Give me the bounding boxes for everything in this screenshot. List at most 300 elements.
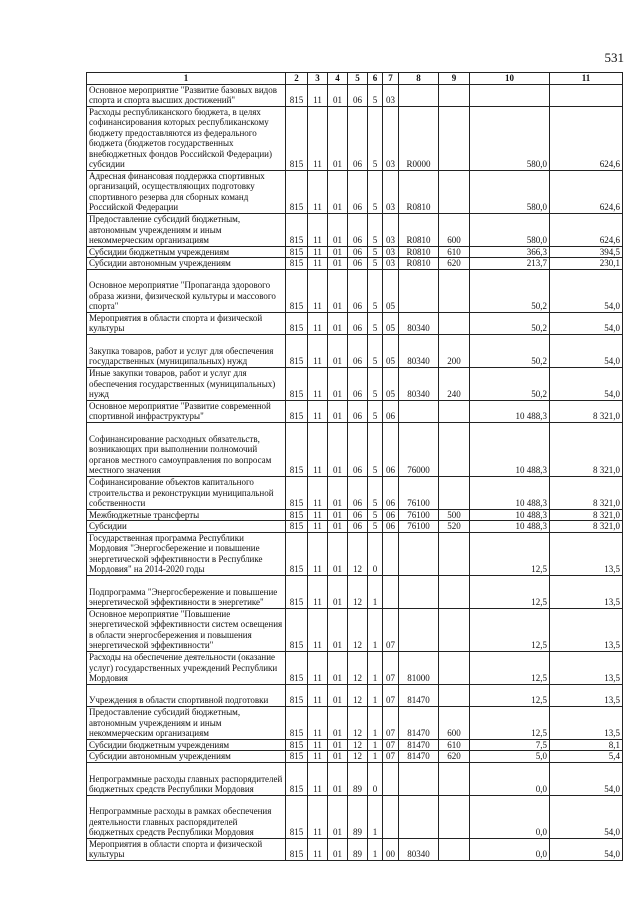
expense-type-cell xyxy=(439,170,470,213)
expense-type-cell xyxy=(439,84,470,106)
subprogram-cell: 5 xyxy=(368,170,383,213)
code-cell: 815 xyxy=(286,838,308,860)
program-cell: 06 xyxy=(348,246,368,258)
table-row xyxy=(87,476,623,509)
event-cell: 05 xyxy=(383,367,399,400)
amount-cell: 50,2 xyxy=(470,367,550,400)
direction-cell: R0810 xyxy=(399,258,439,270)
program-cell: 06 xyxy=(348,367,368,400)
row-name-cell: Субсидии бюджетным учреждениям xyxy=(87,246,286,258)
subsection-cell: 01 xyxy=(328,269,348,312)
subprogram-cell: 1 xyxy=(368,706,383,739)
table-row xyxy=(87,751,623,763)
row-name-cell: Закупка товаров, работ и услуг для обеспечения государственных (муниципальных) нужд xyxy=(87,334,286,367)
expense-type-cell xyxy=(439,838,470,860)
amount-cell: 7,5 xyxy=(470,739,550,751)
section-cell: 11 xyxy=(308,476,328,509)
event-cell xyxy=(383,795,399,838)
table-row xyxy=(87,258,623,270)
code-cell: 815 xyxy=(286,739,308,751)
code-cell: 815 xyxy=(286,400,308,422)
row-name-cell: Мероприятия в области спорта и физической культуры xyxy=(87,838,286,860)
program-cell: 12 xyxy=(348,751,368,763)
table-row xyxy=(87,367,623,400)
subprogram-cell: 5 xyxy=(368,312,383,334)
row-name-cell: Субсидии автономным учреждениям xyxy=(87,258,286,270)
expense-type-cell xyxy=(439,269,470,312)
section-cell: 11 xyxy=(308,762,328,795)
event-cell: 06 xyxy=(383,521,399,533)
event-cell: 07 xyxy=(383,608,399,651)
subprogram-cell: 1 xyxy=(368,684,383,706)
direction-cell xyxy=(399,608,439,651)
amount-cell: 13,5 xyxy=(550,608,623,651)
code-cell: 815 xyxy=(286,246,308,258)
header-cell: 5 xyxy=(348,73,368,85)
amount-cell: 8,1 xyxy=(550,739,623,751)
direction-cell: 76000 xyxy=(399,422,439,476)
event-cell xyxy=(383,762,399,795)
amount-cell: 10 488,3 xyxy=(470,476,550,509)
amount-cell: 8 321,0 xyxy=(550,509,623,521)
subsection-cell: 01 xyxy=(328,521,348,533)
row-name-cell: Основное мероприятие "Повышение энергетической эффективности систем освещения в области энергосбережения и повышения энергетической эффективности" xyxy=(87,608,286,651)
row-name-cell: Субсидии автономным учреждениям xyxy=(87,751,286,763)
header-cell: 4 xyxy=(328,73,348,85)
header-cell: 11 xyxy=(550,73,623,85)
section-cell: 11 xyxy=(308,269,328,312)
subsection-cell: 01 xyxy=(328,367,348,400)
section-cell: 11 xyxy=(308,170,328,213)
amount-cell: 54,0 xyxy=(550,312,623,334)
code-cell: 815 xyxy=(286,651,308,684)
section-cell: 11 xyxy=(308,684,328,706)
program-cell: 12 xyxy=(348,608,368,651)
amount-cell: 0,0 xyxy=(470,762,550,795)
amount-cell xyxy=(470,84,550,106)
program-cell: 06 xyxy=(348,509,368,521)
event-cell: 07 xyxy=(383,739,399,751)
direction-cell: R0000 xyxy=(399,106,439,170)
section-cell: 11 xyxy=(308,608,328,651)
section-cell: 11 xyxy=(308,246,328,258)
expense-type-cell xyxy=(439,608,470,651)
table-row xyxy=(87,246,623,258)
expense-type-cell: 520 xyxy=(439,521,470,533)
event-cell: 03 xyxy=(383,213,399,246)
subsection-cell: 01 xyxy=(328,246,348,258)
event-cell: 03 xyxy=(383,246,399,258)
subprogram-cell: 5 xyxy=(368,509,383,521)
amount-cell: 10 488,3 xyxy=(470,509,550,521)
amount-cell: 230,1 xyxy=(550,258,623,270)
section-cell: 11 xyxy=(308,334,328,367)
amount-cell xyxy=(550,84,623,106)
program-cell: 89 xyxy=(348,795,368,838)
event-cell: 05 xyxy=(383,334,399,367)
amount-cell: 10 488,3 xyxy=(470,422,550,476)
header-cell: 6 xyxy=(368,73,383,85)
program-cell: 06 xyxy=(348,521,368,533)
code-cell: 815 xyxy=(286,422,308,476)
program-cell: 12 xyxy=(348,739,368,751)
amount-cell: 12,5 xyxy=(470,608,550,651)
table-row xyxy=(87,684,623,706)
row-name-cell: Субсидии бюджетным учреждениям xyxy=(87,739,286,751)
direction-cell: 81470 xyxy=(399,739,439,751)
expense-type-cell: 240 xyxy=(439,367,470,400)
subprogram-cell: 5 xyxy=(368,367,383,400)
direction-cell xyxy=(399,269,439,312)
header-cell: 7 xyxy=(383,73,399,85)
subprogram-cell: 5 xyxy=(368,246,383,258)
amount-cell: 12,5 xyxy=(470,575,550,608)
event-cell xyxy=(383,532,399,575)
amount-cell: 580,0 xyxy=(470,170,550,213)
amount-cell: 12,5 xyxy=(470,651,550,684)
table-row xyxy=(87,795,623,838)
subsection-cell: 01 xyxy=(328,838,348,860)
subprogram-cell: 0 xyxy=(368,532,383,575)
row-name-cell: Софинансирование расходных обязательств, возникающих при выполнении полномочий органов местного самоуправления по вопросам местного значения xyxy=(87,422,286,476)
program-cell: 06 xyxy=(348,258,368,270)
subsection-cell: 01 xyxy=(328,684,348,706)
subsection-cell: 01 xyxy=(328,532,348,575)
expense-type-cell: 500 xyxy=(439,509,470,521)
direction-cell: 81470 xyxy=(399,684,439,706)
amount-cell: 10 488,3 xyxy=(470,521,550,533)
direction-cell xyxy=(399,762,439,795)
row-name-cell: Расходы республиканского бюджета, в целях софинансирования которых республиканскому бюджету предоставляются из федерального бюджета (бюджетов государственных внебюджетных фондов Российской Федерации) субсидии xyxy=(87,106,286,170)
program-cell: 06 xyxy=(348,213,368,246)
subsection-cell: 01 xyxy=(328,258,348,270)
event-cell: 06 xyxy=(383,476,399,509)
section-cell: 11 xyxy=(308,751,328,763)
subsection-cell: 01 xyxy=(328,608,348,651)
code-cell: 815 xyxy=(286,521,308,533)
table-row xyxy=(87,521,623,533)
subsection-cell: 01 xyxy=(328,795,348,838)
budget-table xyxy=(86,72,623,861)
code-cell: 815 xyxy=(286,258,308,270)
amount-cell: 624,6 xyxy=(550,106,623,170)
amount-cell: 54,0 xyxy=(550,367,623,400)
section-cell: 11 xyxy=(308,84,328,106)
program-cell: 12 xyxy=(348,684,368,706)
program-cell: 06 xyxy=(348,476,368,509)
program-cell: 12 xyxy=(348,651,368,684)
program-cell: 06 xyxy=(348,106,368,170)
subprogram-cell: 0 xyxy=(368,762,383,795)
direction-cell xyxy=(399,532,439,575)
row-name-cell: Субсидии xyxy=(87,521,286,533)
header-cell: 2 xyxy=(286,73,308,85)
subsection-cell: 01 xyxy=(328,575,348,608)
expense-type-cell: 620 xyxy=(439,258,470,270)
amount-cell: 13,5 xyxy=(550,575,623,608)
subprogram-cell: 5 xyxy=(368,213,383,246)
subsection-cell: 01 xyxy=(328,106,348,170)
row-name-cell: Непрограммные расходы главных распорядителей бюджетных средств Республики Мордовия xyxy=(87,762,286,795)
expense-type-cell xyxy=(439,422,470,476)
event-cell: 07 xyxy=(383,684,399,706)
program-cell: 06 xyxy=(348,84,368,106)
expense-type-cell: 610 xyxy=(439,246,470,258)
amount-cell: 13,5 xyxy=(550,532,623,575)
table-row xyxy=(87,213,623,246)
amount-cell: 366,3 xyxy=(470,246,550,258)
subsection-cell: 01 xyxy=(328,476,348,509)
expense-type-cell xyxy=(439,106,470,170)
row-name-cell: Мероприятия в области спорта и физической культуры xyxy=(87,312,286,334)
amount-cell: 13,5 xyxy=(550,706,623,739)
event-cell: 07 xyxy=(383,706,399,739)
table-row xyxy=(87,106,623,170)
direction-cell: R0810 xyxy=(399,246,439,258)
subprogram-cell: 1 xyxy=(368,795,383,838)
event-cell: 00 xyxy=(383,838,399,860)
row-name-cell: Межбюджетные трансферты xyxy=(87,509,286,521)
header-cell: 1 xyxy=(87,73,286,85)
program-cell: 06 xyxy=(348,400,368,422)
program-cell: 06 xyxy=(348,334,368,367)
amount-cell: 54,0 xyxy=(550,762,623,795)
expense-type-cell: 200 xyxy=(439,334,470,367)
code-cell: 815 xyxy=(286,762,308,795)
event-cell: 03 xyxy=(383,84,399,106)
subsection-cell: 01 xyxy=(328,334,348,367)
amount-cell: 394,5 xyxy=(550,246,623,258)
amount-cell: 5,4 xyxy=(550,751,623,763)
table-row xyxy=(87,509,623,521)
header-cell: 10 xyxy=(470,73,550,85)
code-cell: 815 xyxy=(286,706,308,739)
amount-cell: 213,7 xyxy=(470,258,550,270)
direction-cell: R0810 xyxy=(399,213,439,246)
event-cell: 06 xyxy=(383,509,399,521)
section-cell: 11 xyxy=(308,521,328,533)
program-cell: 06 xyxy=(348,170,368,213)
row-name-cell: Государственная программа Республики Мордовия "Энергосбережение и повышение энергетической эффективности в Республике Мордовия" на 2014-2020 годы xyxy=(87,532,286,575)
direction-cell: 76100 xyxy=(399,521,439,533)
section-cell: 11 xyxy=(308,532,328,575)
section-cell: 11 xyxy=(308,739,328,751)
subprogram-cell: 5 xyxy=(368,422,383,476)
amount-cell: 12,5 xyxy=(470,706,550,739)
amount-cell: 8 321,0 xyxy=(550,476,623,509)
row-name-cell: Адресная финансовая поддержка спортивных организаций, осуществляющих подготовку спортивного резерва для сборных команд Российской Федерации xyxy=(87,170,286,213)
amount-cell: 12,5 xyxy=(470,532,550,575)
table-row xyxy=(87,838,623,860)
direction-cell: 81000 xyxy=(399,651,439,684)
section-cell: 11 xyxy=(308,509,328,521)
code-cell: 815 xyxy=(286,334,308,367)
table-row xyxy=(87,334,623,367)
expense-type-cell xyxy=(439,651,470,684)
subsection-cell: 01 xyxy=(328,651,348,684)
code-cell: 815 xyxy=(286,312,308,334)
event-cell: 03 xyxy=(383,170,399,213)
amount-cell: 13,5 xyxy=(550,684,623,706)
subprogram-cell: 5 xyxy=(368,476,383,509)
program-cell: 12 xyxy=(348,706,368,739)
direction-cell: R0810 xyxy=(399,170,439,213)
row-name-cell: Софинансирование объектов капитального строительства и реконструкции муниципальной собственности xyxy=(87,476,286,509)
subprogram-cell: 5 xyxy=(368,521,383,533)
section-cell: 11 xyxy=(308,838,328,860)
subprogram-cell: 5 xyxy=(368,269,383,312)
subsection-cell: 01 xyxy=(328,739,348,751)
section-cell: 11 xyxy=(308,422,328,476)
program-cell: 06 xyxy=(348,312,368,334)
expense-type-cell xyxy=(439,684,470,706)
subprogram-cell: 1 xyxy=(368,575,383,608)
amount-cell: 54,0 xyxy=(550,269,623,312)
code-cell: 815 xyxy=(286,170,308,213)
subsection-cell: 01 xyxy=(328,312,348,334)
code-cell: 815 xyxy=(286,684,308,706)
amount-cell: 54,0 xyxy=(550,334,623,367)
code-cell: 815 xyxy=(286,509,308,521)
event-cell: 05 xyxy=(383,312,399,334)
amount-cell: 580,0 xyxy=(470,213,550,246)
code-cell: 815 xyxy=(286,751,308,763)
subprogram-cell: 1 xyxy=(368,751,383,763)
subsection-cell: 01 xyxy=(328,400,348,422)
subprogram-cell: 5 xyxy=(368,334,383,367)
row-name-cell: Непрограммные расходы в рамках обеспечения деятельности главных распорядителей бюджетных средств Республики Мордовия xyxy=(87,795,286,838)
code-cell: 815 xyxy=(286,269,308,312)
section-cell: 11 xyxy=(308,651,328,684)
amount-cell: 5,0 xyxy=(470,751,550,763)
program-cell: 06 xyxy=(348,422,368,476)
section-cell: 11 xyxy=(308,213,328,246)
subprogram-cell: 1 xyxy=(368,608,383,651)
program-cell: 12 xyxy=(348,575,368,608)
row-name-cell: Расходы на обеспечение деятельности (оказание услуг) государственных учреждений Республики Мордовия xyxy=(87,651,286,684)
subsection-cell: 01 xyxy=(328,84,348,106)
expense-type-cell: 620 xyxy=(439,751,470,763)
subsection-cell: 01 xyxy=(328,509,348,521)
direction-cell: 80340 xyxy=(399,838,439,860)
amount-cell: 8 321,0 xyxy=(550,400,623,422)
subprogram-cell: 5 xyxy=(368,258,383,270)
program-cell: 06 xyxy=(348,269,368,312)
subprogram-cell: 1 xyxy=(368,838,383,860)
table-row xyxy=(87,312,623,334)
amount-cell: 8 321,0 xyxy=(550,521,623,533)
table-header xyxy=(87,73,623,85)
header-cell: 3 xyxy=(308,73,328,85)
subsection-cell: 01 xyxy=(328,751,348,763)
section-cell: 11 xyxy=(308,795,328,838)
expense-type-cell xyxy=(439,795,470,838)
row-name-cell: Иные закупки товаров, работ и услуг для обеспечения государственных (муниципальных) нужд xyxy=(87,367,286,400)
subsection-cell: 01 xyxy=(328,213,348,246)
amount-cell: 12,5 xyxy=(470,684,550,706)
amount-cell: 580,0 xyxy=(470,106,550,170)
amount-cell: 50,2 xyxy=(470,312,550,334)
program-cell: 12 xyxy=(348,532,368,575)
direction-cell: 80340 xyxy=(399,334,439,367)
table-row xyxy=(87,170,623,213)
code-cell: 815 xyxy=(286,476,308,509)
section-cell: 11 xyxy=(308,575,328,608)
direction-cell xyxy=(399,575,439,608)
code-cell: 815 xyxy=(286,795,308,838)
program-cell: 89 xyxy=(348,838,368,860)
table-row xyxy=(87,84,623,106)
row-name-cell: Подпрограмма "Энергосбережение и повышение энергетической эффективности в энергетике" xyxy=(87,575,286,608)
direction-cell xyxy=(399,400,439,422)
expense-type-cell xyxy=(439,532,470,575)
amount-cell: 8 321,0 xyxy=(550,422,623,476)
amount-cell: 50,2 xyxy=(470,269,550,312)
table-row xyxy=(87,400,623,422)
subprogram-cell: 5 xyxy=(368,106,383,170)
direction-cell: 76100 xyxy=(399,509,439,521)
header-cell: 9 xyxy=(439,73,470,85)
amount-cell: 624,6 xyxy=(550,213,623,246)
section-cell: 11 xyxy=(308,400,328,422)
table-row xyxy=(87,269,623,312)
event-cell: 06 xyxy=(383,422,399,476)
amount-cell: 13,5 xyxy=(550,651,623,684)
row-name-cell: Основное мероприятие "Развитие базовых видов спорта и спорта высших достижений" xyxy=(87,84,286,106)
code-cell: 815 xyxy=(286,575,308,608)
table-body xyxy=(87,84,623,860)
expense-type-cell: 600 xyxy=(439,213,470,246)
amount-cell: 10 488,3 xyxy=(470,400,550,422)
table-row xyxy=(87,706,623,739)
table-row xyxy=(87,608,623,651)
event-cell xyxy=(383,575,399,608)
direction-cell xyxy=(399,795,439,838)
header-row xyxy=(87,73,623,85)
code-cell: 815 xyxy=(286,532,308,575)
subprogram-cell: 5 xyxy=(368,400,383,422)
section-cell: 11 xyxy=(308,312,328,334)
header-cell: 8 xyxy=(399,73,439,85)
table-row xyxy=(87,739,623,751)
amount-cell: 624,6 xyxy=(550,170,623,213)
expense-type-cell xyxy=(439,575,470,608)
subsection-cell: 01 xyxy=(328,422,348,476)
code-cell: 815 xyxy=(286,106,308,170)
expense-type-cell xyxy=(439,762,470,795)
amount-cell: 54,0 xyxy=(550,795,623,838)
subprogram-cell: 1 xyxy=(368,739,383,751)
page-number: 531 xyxy=(604,50,624,65)
section-cell: 11 xyxy=(308,258,328,270)
subprogram-cell: 1 xyxy=(368,651,383,684)
amount-cell: 50,2 xyxy=(470,334,550,367)
subsection-cell: 01 xyxy=(328,706,348,739)
section-cell: 11 xyxy=(308,367,328,400)
row-name-cell: Предоставление субсидий бюджетным, автономным учреждениям и иным некоммерческим организациям xyxy=(87,213,286,246)
table-row xyxy=(87,532,623,575)
expense-type-cell: 610 xyxy=(439,739,470,751)
code-cell: 815 xyxy=(286,84,308,106)
code-cell: 815 xyxy=(286,608,308,651)
event-cell: 06 xyxy=(383,400,399,422)
section-cell: 11 xyxy=(308,106,328,170)
row-name-cell: Основное мероприятие "Развитие современной спортивной инфраструктуры" xyxy=(87,400,286,422)
amount-cell: 54,0 xyxy=(550,838,623,860)
section-cell: 11 xyxy=(308,706,328,739)
table-row xyxy=(87,651,623,684)
direction-cell: 80340 xyxy=(399,312,439,334)
